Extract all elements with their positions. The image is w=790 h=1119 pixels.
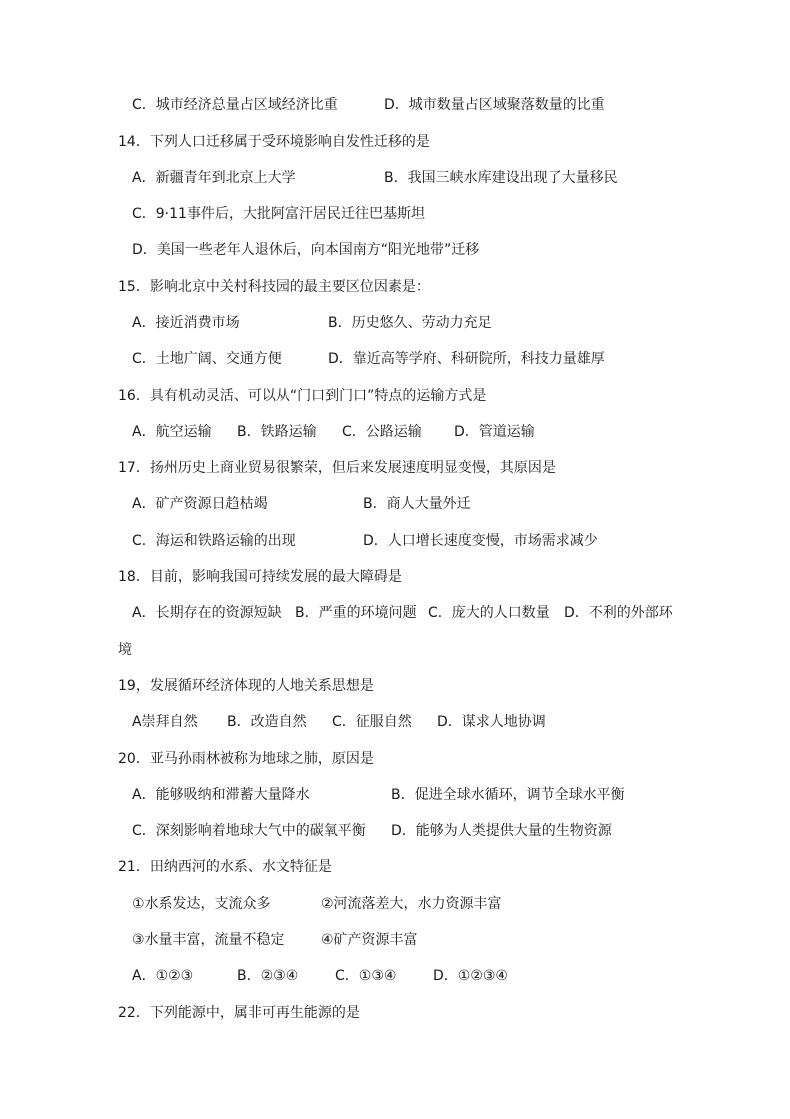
option-16-a: A．航空运输: [132, 424, 212, 440]
option-15-d: D．靠近高等学府、科研院所，科技力量雄厚: [328, 351, 605, 367]
option-21-a: A．①②③: [132, 968, 194, 984]
option-18-c: C．庞大的人口数量: [428, 605, 550, 621]
option-14-a: A．新疆青年到北京上大学: [132, 170, 296, 186]
option-13-d: D．城市数量占区域聚落数量的比重: [384, 97, 605, 113]
option-14-d: D．美国一些老年人退休后，向本国南方“阳光地带”迁移: [132, 242, 480, 258]
option-15-a: A．接近消费市场: [132, 315, 240, 331]
statement-21-2: ②河流落差大，水力资源丰富: [321, 896, 502, 912]
option-21-c: C．①③④: [335, 968, 397, 984]
option-21-d: D．①②③④: [433, 968, 508, 984]
option-17-b: B．商人大量外迁: [363, 496, 471, 512]
option-20-d: D．能够为人类提供大量的生物资源: [391, 823, 612, 839]
option-19-d: D．谋求人地协调: [437, 714, 546, 730]
option-15-b: B．历史悠久、劳动力充足: [328, 315, 492, 331]
question-15: 15．影响北京中关村科技园的最主要区位因素是：: [118, 279, 430, 295]
question-14: 14．下列人口迁移属于受环境影响自发性迁移的是: [118, 134, 430, 150]
option-20-c: C．深刻影响着地球大气中的碳氧平衡: [132, 823, 366, 839]
question-21: 21．田纳西河的水系、水文特征是: [118, 859, 332, 875]
option-18-d-wrap: 境: [118, 642, 132, 658]
statement-21-3: ③水量丰富，流量不稳定: [132, 932, 285, 948]
question-20: 20．亚马孙雨林被称为地球之肺，原因是: [118, 751, 374, 767]
option-19-a: A崇拜自然: [132, 714, 198, 730]
option-18-a: A．长期存在的资源短缺: [132, 605, 282, 621]
option-14-c: C．9·11事件后，大批阿富汗居民迁往巴基斯坦: [132, 206, 425, 222]
option-21-b: B．②③④: [237, 968, 299, 984]
option-16-b: B．铁路运输: [237, 424, 317, 440]
question-19: 19，发展循环经济体现的人地关系思想是: [118, 678, 374, 694]
option-17-c: C．海运和铁路运输的出现: [132, 533, 296, 549]
option-18-b: B．严重的环境问题: [295, 605, 417, 621]
question-17: 17．扬州历史上商业贸易很繁荣，但后来发展速度明显变慢，其原因是: [118, 460, 556, 476]
option-16-d: D．管道运输: [454, 424, 535, 440]
option-16-c: C．公路运输: [342, 424, 422, 440]
question-22: 22．下列能源中，属非可再生能源的是: [118, 1005, 360, 1021]
option-13-c: C．城市经济总量占区域经济比重: [132, 97, 338, 113]
option-15-c: C．土地广阔、交通方便: [132, 351, 282, 367]
question-18: 18．目前，影响我国可持续发展的最大障碍是: [118, 569, 402, 585]
statement-21-4: ④矿产资源丰富: [321, 932, 418, 948]
option-20-b: B．促进全球水循环，调节全球水平衡: [391, 787, 625, 803]
option-18-d: D．不利的外部环: [564, 605, 673, 621]
question-16: 16．具有机动灵活、可以从“门口到门口”特点的运输方式是: [118, 388, 487, 404]
option-17-d: D．人口增长速度变慢，市场需求减少: [363, 533, 598, 549]
statement-21-1: ①水系发达，支流众多: [132, 896, 271, 912]
option-19-b: B．改造自然: [227, 714, 307, 730]
option-17-a: A．矿产资源日趋枯竭: [132, 496, 268, 512]
option-20-a: A．能够吸纳和滞蓄大量降水: [132, 787, 310, 803]
option-14-b: B．我国三峡水库建设出现了大量移民: [384, 170, 618, 186]
option-19-c: C．征服自然: [332, 714, 412, 730]
